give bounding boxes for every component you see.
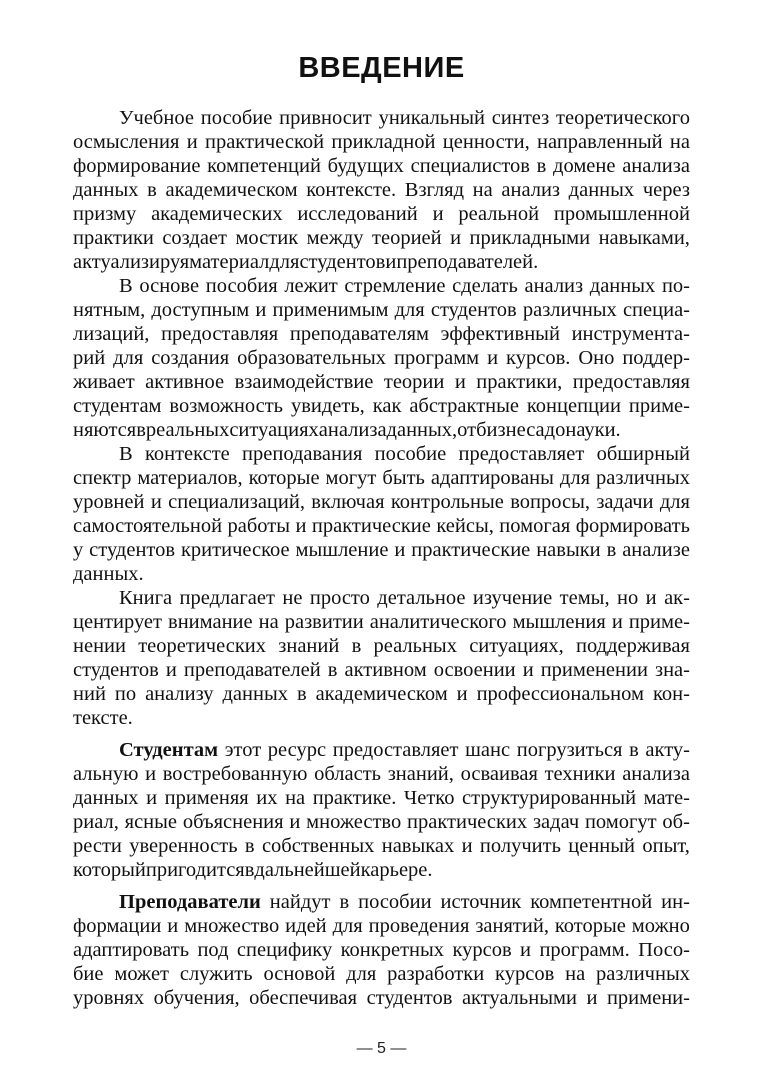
text-line: центирует внимание на развитии аналитического мышления и приме- (73, 611, 690, 633)
text-line: данных. (73, 563, 144, 585)
text-line: В основе пособия лежит стремление сделать анализ данных по- (119, 275, 690, 297)
text-line: В контексте преподавания пособие предоставляет обширный (119, 443, 690, 465)
text-line: который пригодится в дальнейшей карьере. (73, 859, 433, 881)
text-line: бие может служить основой для разработки курсов на различных (73, 963, 690, 985)
paragraph (73, 738, 690, 882)
paragraph (73, 890, 690, 1010)
text-line: формации и множество идей для проведения занятий, которые можно (73, 915, 690, 937)
text-line: тексте. (73, 707, 133, 729)
text-line: формирование компетенций будущих специалистов в домене анализа (73, 155, 690, 177)
text-line: осмысления и практической прикладной ценности, направленный на (73, 131, 690, 153)
paragraph (73, 106, 690, 274)
paragraph (73, 442, 690, 586)
bold-lead: Студентам (119, 739, 219, 761)
text-line: адаптировать под специфику конкретных курсов и программ. Посо- (73, 939, 690, 961)
text-line: данных в академическом контексте. Взгляд на анализ данных через (73, 179, 690, 201)
text-line: нении теоретических знаний в реальных ситуациях, поддерживая (73, 635, 690, 657)
text-line: рий для создания образовательных программ и курсов. Оно поддер- (73, 347, 690, 369)
text-line: живает активное взаимодействие теории и практики, предоставляя (73, 371, 690, 393)
bold-lead: Преподаватели (119, 891, 261, 913)
page-title: ВВЕДЕНИЕ (298, 52, 465, 84)
text-line: студентам возможность увидеть, как абстрактные концепции приме- (73, 395, 690, 417)
text-line: студентов и преподавателей в активном освоении и применении зна- (73, 659, 690, 681)
page-number: — 5 — (356, 1040, 407, 1057)
text-line: данных и применяя их на практике. Четко структурированный мате- (73, 787, 690, 809)
document-body (73, 106, 690, 1010)
text-line: альную и востребованную область знаний, осваивая техники анализа (73, 763, 690, 785)
text-line: Книга предлагает не просто детальное изучение темы, но и ак- (119, 587, 690, 609)
text-line: рести уверенность в собственных навыках и получить ценный опыт, (73, 835, 690, 857)
text-line: уровнях обучения, обеспечивая студентов актуальными и примени- (73, 987, 690, 1009)
text-line: няются в реальных ситуациях анализа данных, от бизнеса до науки. (73, 419, 621, 441)
text-line: Преподаватели найдут в пособии источник компетентной ин- (119, 891, 690, 913)
text-line: спектр материалов, которые могут быть адаптированы для различных (73, 467, 690, 489)
text-line: риал, ясные объяснения и множество практических задач помогут об- (73, 811, 690, 833)
text-line: призму академических исследований и реальной промышленной (73, 203, 690, 225)
text-line: у студентов критическое мышление и практические навыки в анализе (73, 539, 690, 561)
text-line: самостоятельной работы и практические кейсы, помогая формировать (73, 515, 690, 537)
paragraph (73, 586, 690, 730)
text-line: лизаций, предоставляя преподавателям эффективный инструмента- (73, 323, 690, 345)
text-line: ний по анализу данных в академическом и профессиональном кон- (73, 683, 690, 705)
text-line: Студентам этот ресурс предоставляет шанс погрузиться в акту- (119, 739, 690, 761)
text-line: практики создает мостик между теорией и прикладными навыками, (73, 227, 690, 249)
text-line: нятным, доступным и применимым для студентов различных специа- (73, 299, 690, 321)
text-line: актуализируя материал для студентов и преподавателей. (73, 251, 539, 273)
text-line: уровней и специализаций, включая контрольные вопросы, задачи для (73, 491, 690, 513)
paragraph (73, 274, 690, 442)
text-line: Учебное пособие привносит уникальный синтез теоретического (119, 107, 690, 129)
